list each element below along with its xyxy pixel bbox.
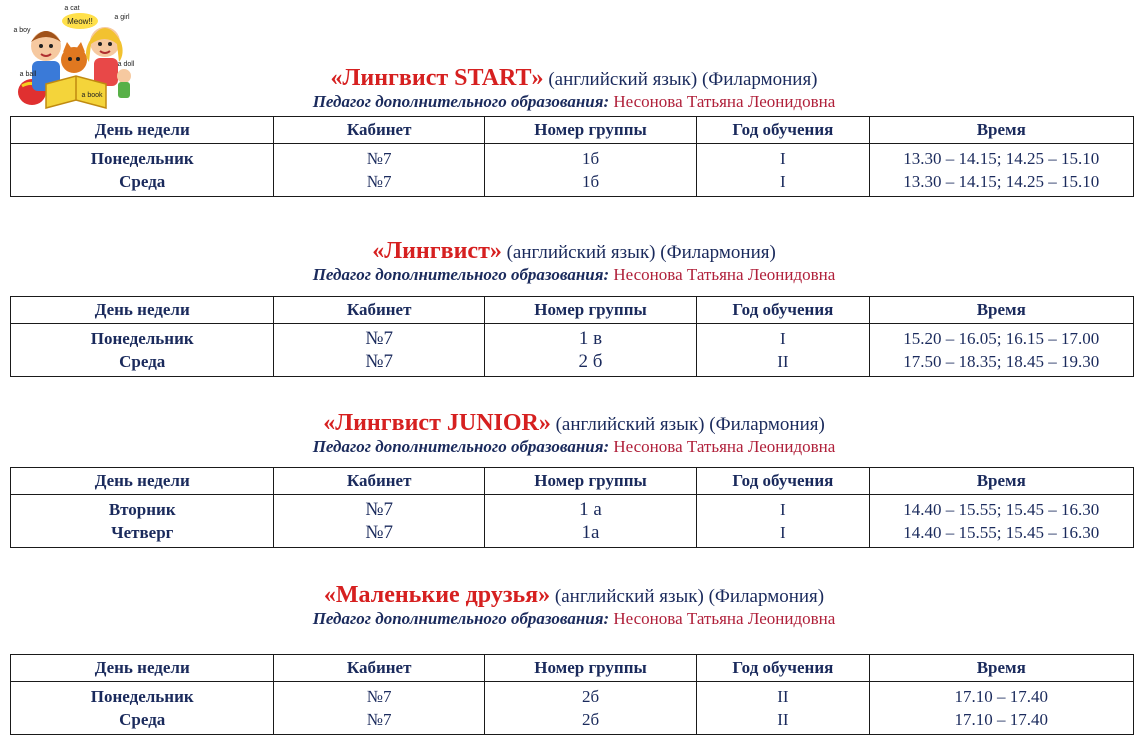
- day-value: Понедельник: [90, 329, 194, 348]
- time-value: 13.30 – 14.15; 14.25 – 15.10: [903, 149, 1100, 168]
- group-value: 2 б: [578, 351, 603, 372]
- schedule-table: [10, 654, 1134, 735]
- group-value: 1а: [581, 522, 600, 543]
- logo-word-meow: Meow!!: [67, 17, 93, 26]
- cell-groups: [484, 144, 696, 197]
- header-time: Время: [869, 468, 1134, 495]
- section-title-line: [0, 66, 1148, 92]
- group-value: 1 в: [578, 328, 603, 349]
- room-value: №7: [365, 328, 393, 349]
- header-room: Кабинет: [274, 117, 484, 144]
- cell-times: [869, 324, 1134, 377]
- teacher-line: [0, 265, 1148, 285]
- cell-years: [697, 144, 869, 197]
- time-value: 14.40 – 15.55; 15.45 – 16.30: [903, 523, 1100, 542]
- table-row: [11, 495, 1134, 548]
- room-value: №7: [366, 687, 392, 706]
- table-row: [11, 144, 1134, 197]
- header-group: Номер группы: [484, 297, 696, 324]
- time-value: 17.10 – 17.40: [954, 687, 1048, 706]
- header-day: День недели: [11, 468, 274, 495]
- room-value: №7: [365, 499, 393, 520]
- teacher-line: [0, 609, 1148, 629]
- teacher-line: [0, 437, 1148, 457]
- time-value: 13.30 – 14.15; 14.25 – 15.10: [903, 172, 1100, 191]
- day-value: Среда: [119, 172, 166, 191]
- group-value: 1б: [581, 149, 600, 168]
- group-value: 1 а: [579, 499, 602, 520]
- room-value: №7: [366, 172, 392, 191]
- table-row: [11, 324, 1134, 377]
- teacher-role: Педагог дополнительного образования:: [312, 609, 610, 628]
- section-subtitle: (английский язык) (Филармония): [506, 242, 776, 263]
- schedule-table: [10, 296, 1134, 377]
- logo-word-doll: a doll: [117, 61, 135, 68]
- cell-days: [11, 495, 274, 548]
- cell-years: [697, 324, 869, 377]
- time-value: 17.50 – 18.35; 18.45 – 19.30: [903, 352, 1100, 371]
- cell-times: [869, 682, 1134, 735]
- header-day: День недели: [11, 297, 274, 324]
- year-value: II: [777, 710, 789, 729]
- day-value: Вторник: [108, 500, 176, 519]
- header-room: Кабинет: [274, 297, 484, 324]
- teacher-role: Педагог дополнительного образования:: [312, 437, 610, 456]
- header-year: Год обучения: [697, 468, 869, 495]
- section-lingvist-junior: [0, 411, 1148, 457]
- table-header-row: [11, 297, 1134, 324]
- cell-groups: [484, 324, 696, 377]
- section-title: «Маленькие друзья»: [323, 582, 551, 608]
- day-value: Четверг: [111, 523, 174, 542]
- year-value: I: [780, 329, 786, 348]
- teacher-name: Несонова Татьяна Леонидовна: [613, 609, 836, 628]
- section-title-line: [0, 239, 1148, 265]
- year-value: I: [780, 523, 786, 542]
- header-year: Год обучения: [697, 117, 869, 144]
- logo-word-boy: a boy: [13, 27, 31, 34]
- header-day: День недели: [11, 117, 274, 144]
- header-group: Номер группы: [484, 655, 696, 682]
- section-title: «Лингвист JUNIOR»: [323, 410, 551, 436]
- group-value: 2б: [581, 687, 600, 706]
- section-title-line: [0, 411, 1148, 437]
- schedule-table: [10, 116, 1134, 197]
- cell-rooms: [274, 144, 484, 197]
- day-value: Среда: [119, 710, 166, 729]
- day-value: Понедельник: [90, 687, 194, 706]
- teacher-role: Педагог дополнительного образования:: [312, 265, 610, 284]
- cell-years: [697, 682, 869, 735]
- cell-groups: [484, 682, 696, 735]
- cell-times: [869, 495, 1134, 548]
- teacher-name: Несонова Татьяна Леонидовна: [613, 437, 836, 456]
- header-room: Кабинет: [274, 468, 484, 495]
- header-time: Время: [869, 117, 1134, 144]
- cell-rooms: [274, 324, 484, 377]
- year-value: I: [780, 149, 786, 168]
- section-lingvist-start: [0, 66, 1148, 112]
- logo-word-girl: a girl: [114, 14, 130, 21]
- cell-days: [11, 144, 274, 197]
- header-time: Время: [869, 297, 1134, 324]
- time-value: 15.20 – 16.05; 16.15 – 17.00: [903, 329, 1100, 348]
- header-year: Год обучения: [697, 655, 869, 682]
- room-value: №7: [365, 351, 393, 372]
- schedule-table: [10, 467, 1134, 548]
- cell-days: [11, 324, 274, 377]
- day-value: Понедельник: [90, 149, 194, 168]
- cell-times: [869, 144, 1134, 197]
- logo-word-ball: a ball: [19, 71, 37, 78]
- logo-word-book: a book: [81, 92, 103, 99]
- section-little-friends: [0, 583, 1148, 629]
- header-year: Год обучения: [697, 297, 869, 324]
- cell-rooms: [274, 682, 484, 735]
- year-value: I: [780, 500, 786, 519]
- group-value: 2б: [581, 710, 600, 729]
- section-lingvist: [0, 239, 1148, 285]
- table-row: [11, 682, 1134, 735]
- section-subtitle: (английский язык) (Филармония): [555, 414, 825, 435]
- teacher-name: Несонова Татьяна Леонидовна: [613, 265, 836, 284]
- day-value: Среда: [119, 352, 166, 371]
- table-header-row: [11, 468, 1134, 495]
- header-room: Кабинет: [274, 655, 484, 682]
- year-value: II: [777, 687, 789, 706]
- header-day: День недели: [11, 655, 274, 682]
- section-subtitle: (английский язык) (Филармония): [548, 69, 818, 90]
- teacher-line: [0, 92, 1148, 112]
- cell-years: [697, 495, 869, 548]
- group-value: 1б: [581, 172, 600, 191]
- header-group: Номер группы: [484, 468, 696, 495]
- time-value: 17.10 – 17.40: [954, 710, 1048, 729]
- teacher-name: Несонова Татьяна Леонидовна: [613, 92, 836, 111]
- section-title: «Лингвист START»: [330, 65, 544, 91]
- table-header-row: [11, 655, 1134, 682]
- teacher-role: Педагог дополнительного образования:: [312, 92, 610, 111]
- time-value: 14.40 – 15.55; 15.45 – 16.30: [903, 500, 1100, 519]
- room-value: №7: [366, 149, 392, 168]
- header-time: Время: [869, 655, 1134, 682]
- table-header-row: [11, 117, 1134, 144]
- section-title: «Лингвист»: [372, 238, 502, 264]
- year-value: II: [777, 352, 789, 371]
- section-subtitle: (английский язык) (Филармония): [554, 586, 825, 607]
- header-group: Номер группы: [484, 117, 696, 144]
- cell-rooms: [274, 495, 484, 548]
- room-value: №7: [366, 710, 392, 729]
- section-title-line: [0, 583, 1148, 609]
- logo-word-cat: a cat: [64, 5, 80, 12]
- room-value: №7: [365, 522, 393, 543]
- year-value: I: [780, 172, 786, 191]
- cell-days: [11, 682, 274, 735]
- cell-groups: [484, 495, 696, 548]
